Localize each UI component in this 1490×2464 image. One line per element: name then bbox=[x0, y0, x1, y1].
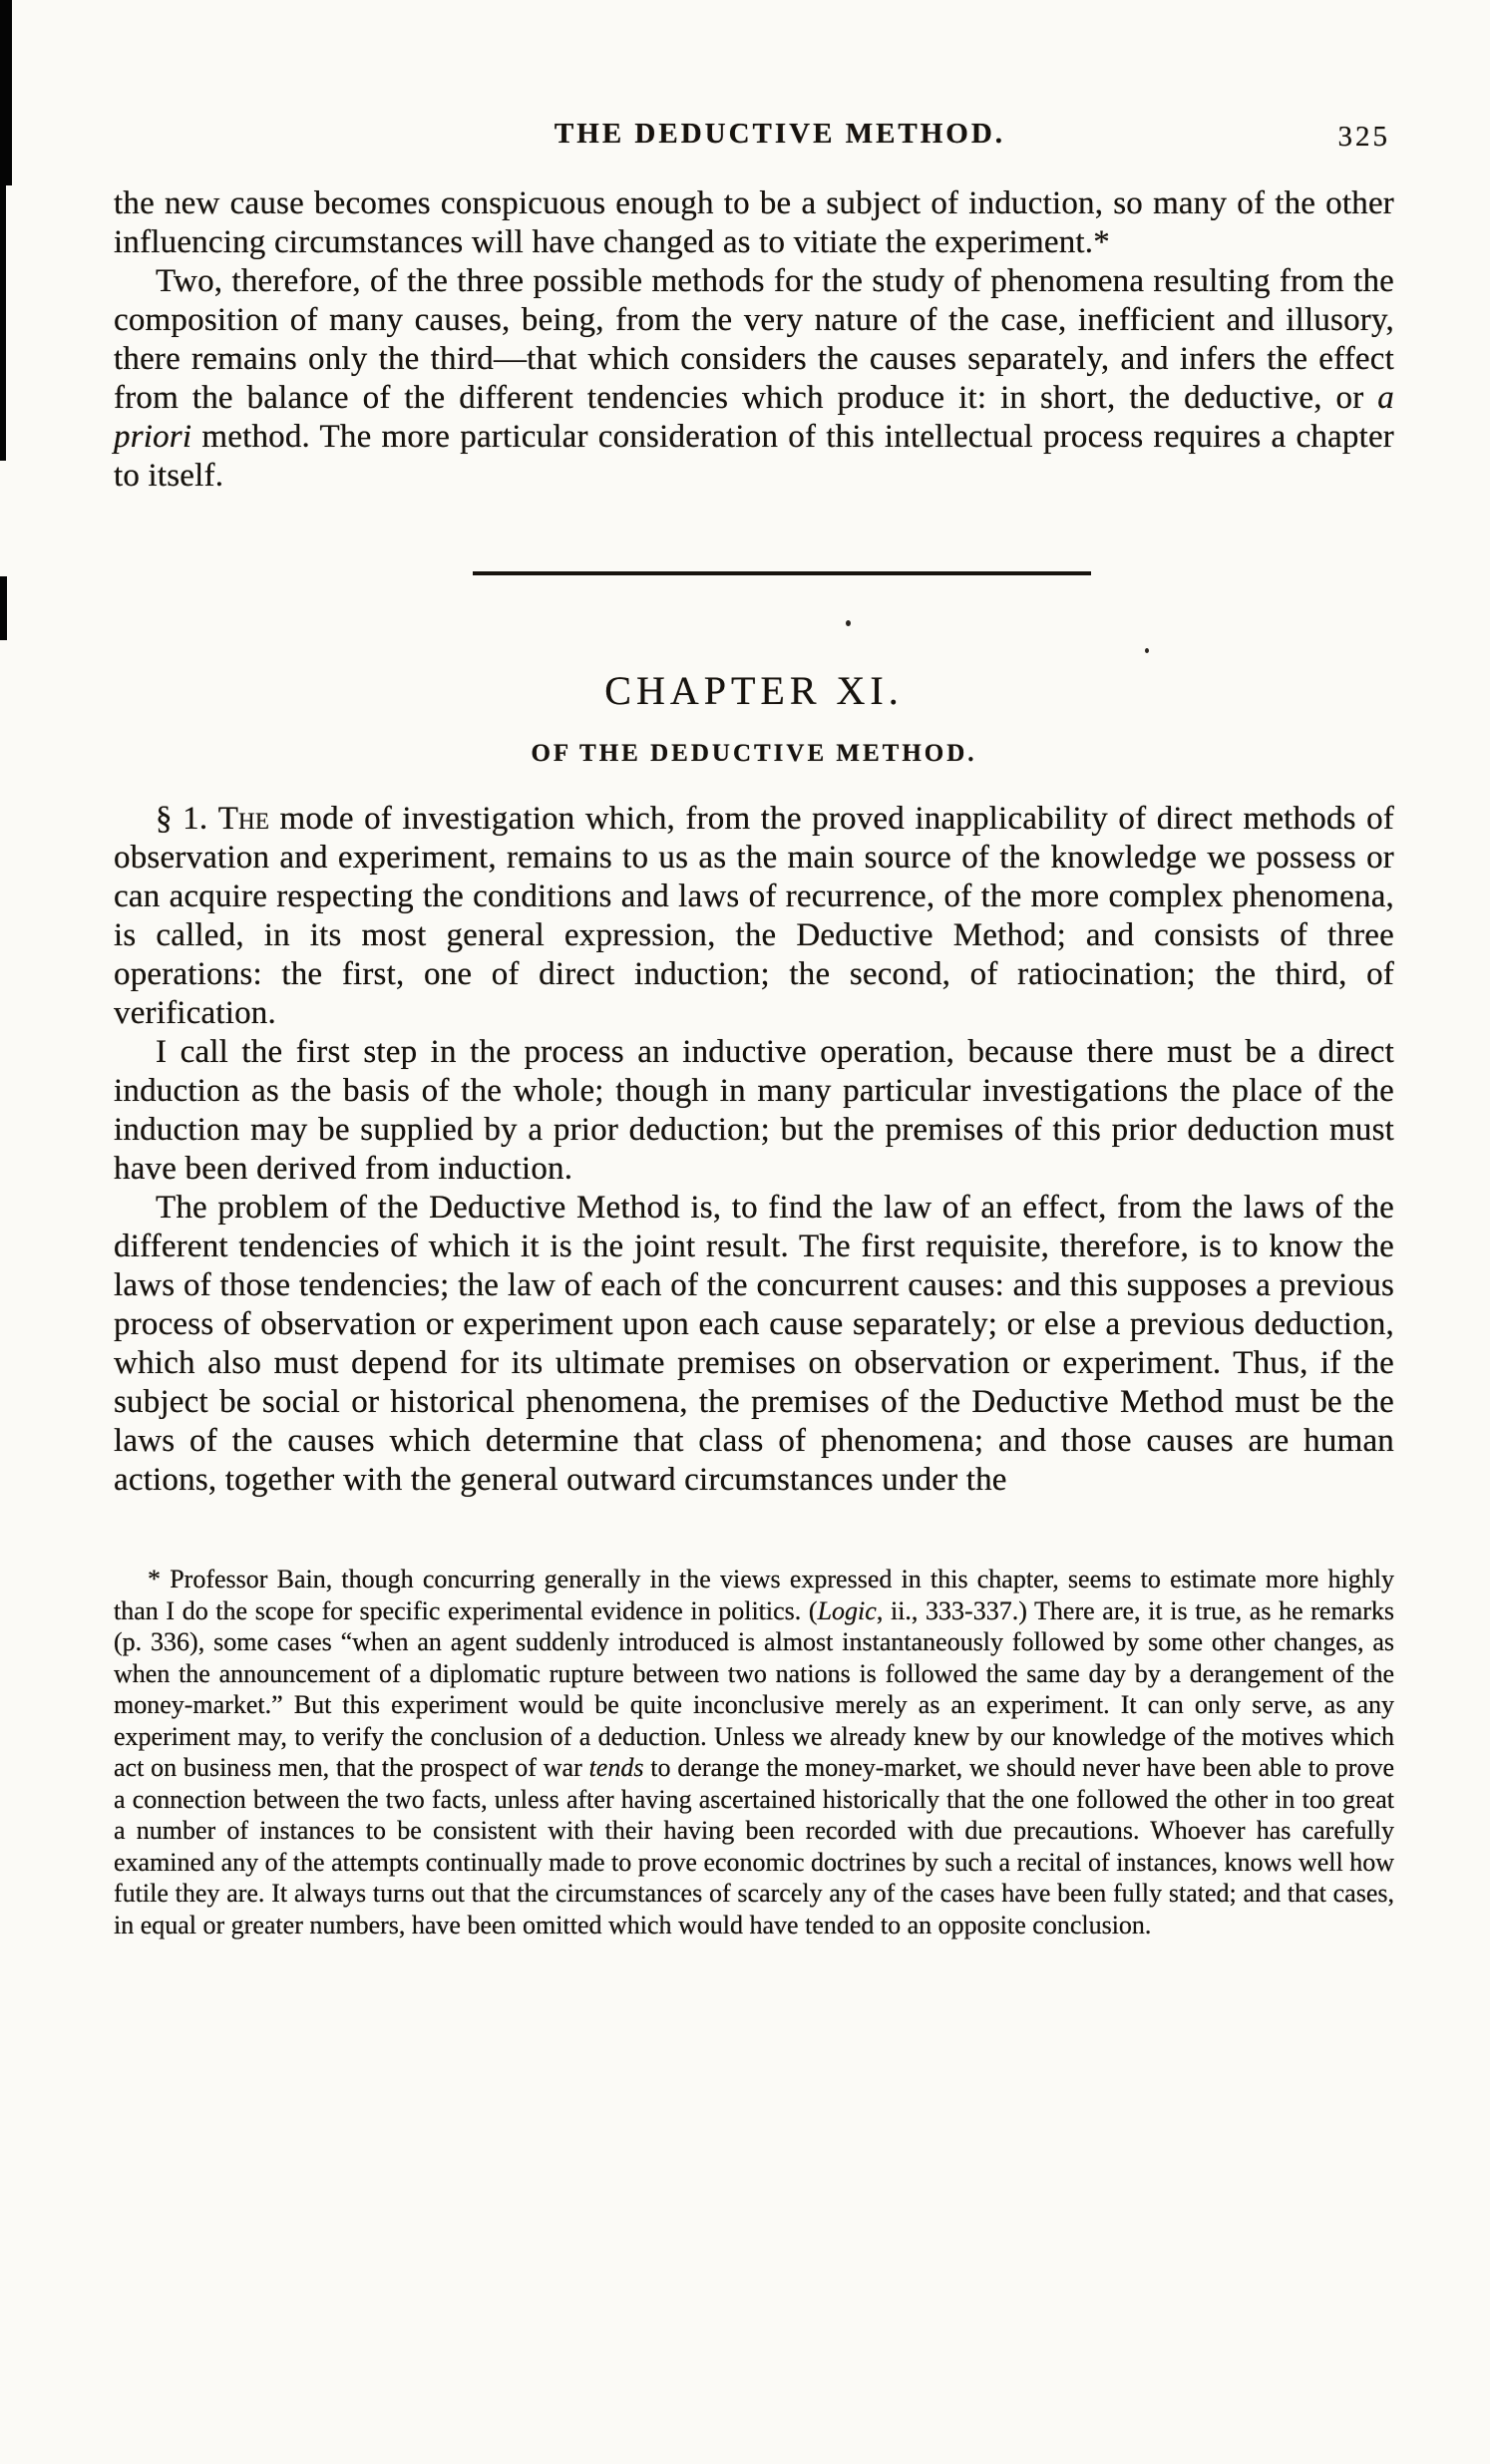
running-title: THE DEDUCTIVE METHOD. bbox=[554, 118, 1006, 150]
paragraph: I call the first step in the process an inductive operation, because there must be a direct induction as the basis of the whole; though in many particular investigations the place of the induction may be supplied by a prior deduction; but the premises of this prior deduction must have been derived from induction. bbox=[114, 1034, 1394, 1187]
page-number: 325 bbox=[1337, 121, 1390, 153]
paragraph-section-1: § 1. The mode of investigation which, from the proved inapplicability of direct methods of observation and experiment, remains to us as the main source of the knowledge we possess or can acquire respecting the conditions and laws of recurrence, of the more complex phenomena, is called, in its most general expression, the Deductive Method; and consists of three operations: the first, one of direct induction; the second, of ratiocination; the third, of verification. bbox=[114, 801, 1395, 1031]
scan-edge-artifact bbox=[0, 0, 6, 461]
scan-edge-artifact bbox=[0, 576, 7, 640]
page-content bbox=[114, 0, 1394, 1966]
chapter-subheading: OF THE DEDUCTIVE METHOD. bbox=[531, 740, 977, 767]
paragraph-continued: the new cause becomes conspicuous enough to be a subject of induction, so many of the other influencing circumstances will have changed as to vitiate the experiment.* bbox=[114, 185, 1394, 260]
section-divider bbox=[473, 571, 1091, 575]
chapter-heading: CHAPTER XI. bbox=[604, 668, 904, 713]
running-header bbox=[114, 118, 1394, 158]
paragraph: Two, therefore, of the three possible methods for the study of phenomena resulting from the composition of many causes, being, from the very nature of the case, inefficient and illusory, there remains only the third—that which considers the causes separately, and infers the effect from the balance of the different tendencies which produce it: in short, the deductive, or a priori method. The more particular consideration of this intellectual process requires a chapter to itself. bbox=[114, 263, 1394, 494]
page-body bbox=[114, 184, 1394, 1940]
footnote: * Professor Bain, though concurring generally in the views expressed in this chapter, seems to estimate more highly than I do the scope for specific experimental evidence in politics. (Logic, ii., 333-337.) There are, it is true, as he remarks (p. 336), some cases “when an agent suddenly introduced is almost instantaneously followed by some other changes, as when the announcement of a diplomatic rupture between two nations is followed the same day by a derangement of the money-market.” But this experiment would be quite inconclusive merely as an experiment. It can only serve, as any experiment may, to verify the conclusion of a deduction. Unless we already knew by our knowledge of the motives which act on business men, that the prospect of war tends to derange the money-market, we should never have been able to prove a connection between the two facts, unless after having ascertained historically that the one followed the other in too great a number of instances to be consistent with their having been recorded with due precautions. Whoever has carefully examined any of the attempts continually made to prove economic doctrines by such a recital of instances, knows well how futile they are. It always turns out that the circumstances of scarcely any of the cases have been fully stated; and that cases, in equal or greater numbers, have been omitted which would have tended to an opposite conclusion. bbox=[114, 1565, 1394, 1939]
paragraph: The problem of the Deductive Method is, to find the law of an effect, from the laws of the different tendencies of which it is the joint result. The first requisite, therefore, is to know the laws of those tendencies; the law of each of the concurrent causes: and this supposes a previous process of observation or experiment upon each cause separately; or else a previous deduction, which also must depend for its ultimate premises on observation or experiment. Thus, if the subject be social or historical phenomena, the premises of the Deductive Method must be the laws of the causes which determine that class of phenomena; and those causes are human actions, together with the general outward circumstances under the bbox=[114, 1190, 1394, 1498]
